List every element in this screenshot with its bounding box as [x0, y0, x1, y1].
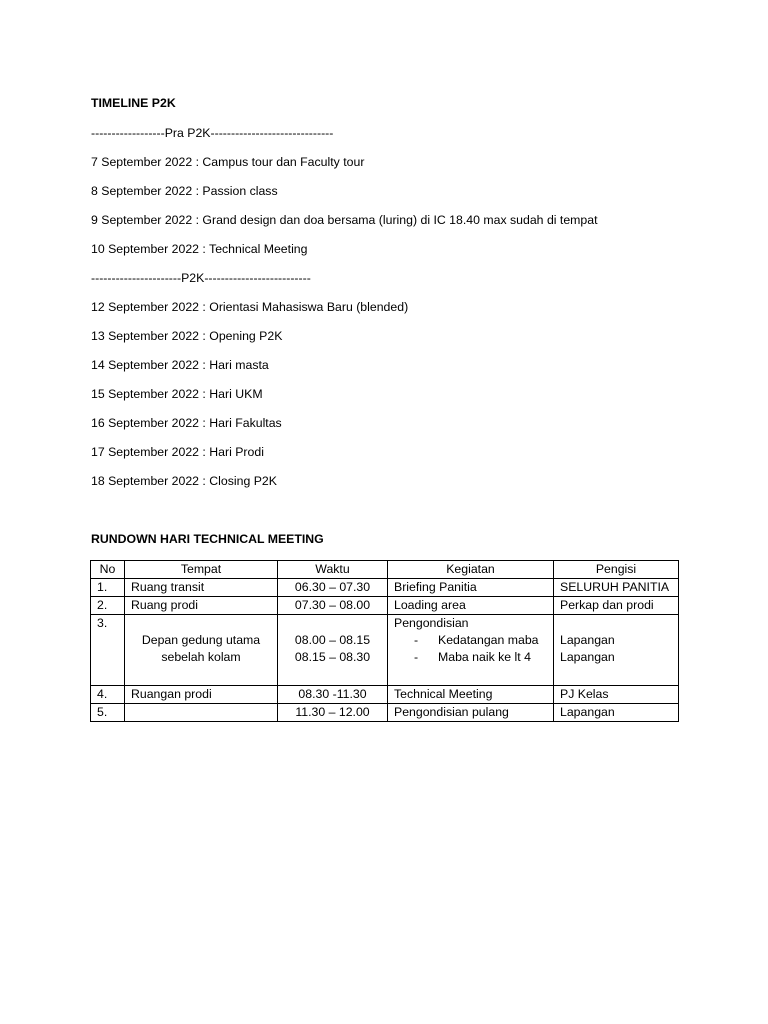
- cell-kegiatan: Pengondisian pulang: [388, 704, 554, 722]
- timeline-item: 14 September 2022 : Hari masta: [91, 358, 269, 372]
- timeline-item: 7 September 2022 : Campus tour dan Faculty tour: [91, 155, 365, 169]
- timeline-item: 18 September 2022 : Closing P2K: [91, 474, 277, 488]
- table-row: [91, 597, 679, 615]
- timeline-item: 9 September 2022 : Grand design dan doa bersama (luring) di IC 18.40 max sudah di tempat: [91, 213, 598, 227]
- page-title: TIMELINE P2K: [91, 96, 176, 110]
- cell-pengisi: SELURUH PANITIA: [554, 579, 679, 597]
- p2k-divider: ----------------------P2K--------------------------: [91, 271, 311, 285]
- cell-tempat: [125, 704, 278, 722]
- cell-no: 4.: [91, 686, 125, 704]
- rundown-table: [90, 560, 679, 722]
- header-no: No: [91, 561, 125, 579]
- header-pengisi: Pengisi: [554, 561, 679, 579]
- cell-pengisi: Perkap dan prodi: [554, 597, 679, 615]
- bullet-item: [394, 632, 547, 649]
- table-row: [91, 579, 679, 597]
- cell-tempat: [125, 615, 278, 686]
- bullet-text: Maba naik ke lt 4: [438, 650, 531, 664]
- cell-kegiatan: Loading area: [388, 597, 554, 615]
- timeline-item: 8 September 2022 : Passion class: [91, 184, 278, 198]
- cell-no: 1.: [91, 579, 125, 597]
- header-tempat: Tempat: [125, 561, 278, 579]
- cell-waktu: 07.30 – 08.00: [278, 597, 388, 615]
- cell-tempat: Ruang transit: [125, 579, 278, 597]
- pengisi-line: Lapangan: [560, 650, 615, 664]
- bullet-dash: -: [414, 633, 419, 647]
- pengisi-line: Lapangan: [560, 633, 615, 647]
- pra-p2k-divider: ------------------Pra P2K------------------------------: [91, 126, 334, 140]
- kegiatan-heading: Pengondisian: [394, 616, 469, 630]
- tempat-line: Depan gedung utama: [141, 633, 261, 647]
- header-kegiatan: Kegiatan: [388, 561, 554, 579]
- cell-kegiatan: Technical Meeting: [388, 686, 554, 704]
- cell-waktu: 06.30 – 07.30: [278, 579, 388, 597]
- waktu-line: 08.00 – 08.15: [294, 633, 371, 647]
- cell-tempat: Ruangan prodi: [125, 686, 278, 704]
- header-waktu: Waktu: [278, 561, 388, 579]
- timeline-item: 17 September 2022 : Hari Prodi: [91, 445, 264, 459]
- bullet-item: [394, 649, 547, 666]
- cell-pengisi: [554, 615, 679, 686]
- cell-waktu: [278, 615, 388, 686]
- timeline-item: 13 September 2022 : Opening P2K: [91, 329, 283, 343]
- timeline-item: 15 September 2022 : Hari UKM: [91, 387, 263, 401]
- timeline-item: 10 September 2022 : Technical Meeting: [91, 242, 308, 256]
- cell-pengisi: PJ Kelas: [554, 686, 679, 704]
- bullet-dash: -: [414, 650, 419, 664]
- timeline-item: 16 September 2022 : Hari Fakultas: [91, 416, 282, 430]
- cell-kegiatan: [388, 615, 554, 686]
- tempat-line: sebelah kolam: [161, 650, 241, 664]
- timeline-item: 12 September 2022 : Orientasi Mahasiswa Baru (blended): [91, 300, 409, 314]
- waktu-line: 08.15 – 08.30: [294, 650, 371, 664]
- cell-waktu: 08.30 -11.30: [278, 686, 388, 704]
- table-header-row: [91, 561, 679, 579]
- cell-no: 2.: [91, 597, 125, 615]
- cell-kegiatan: Briefing Panitia: [388, 579, 554, 597]
- cell-pengisi: Lapangan: [554, 704, 679, 722]
- cell-no: 5.: [91, 704, 125, 722]
- cell-waktu: 11.30 – 12.00: [278, 704, 388, 722]
- table-row: [91, 704, 679, 722]
- table-row: [91, 615, 679, 686]
- table-row: [91, 686, 679, 704]
- cell-tempat: Ruang prodi: [125, 597, 278, 615]
- bullet-text: Kedatangan maba: [438, 633, 539, 647]
- rundown-title: RUNDOWN HARI TECHNICAL MEETING: [91, 532, 324, 546]
- cell-no: 3.: [91, 615, 125, 686]
